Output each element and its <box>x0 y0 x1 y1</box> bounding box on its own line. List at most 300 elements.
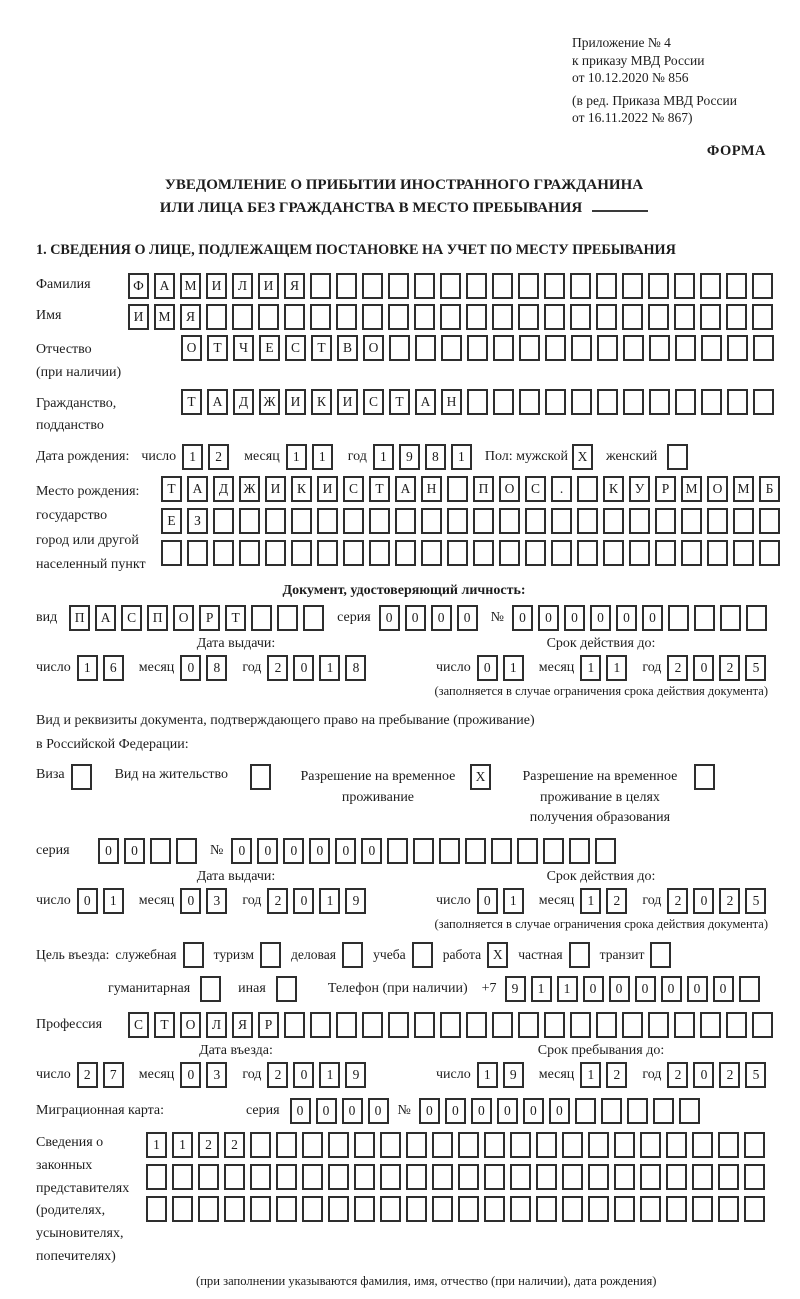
char-cell[interactable] <box>518 304 539 330</box>
char-cell[interactable] <box>440 304 461 330</box>
char-cell[interactable] <box>596 273 617 299</box>
char-cell[interactable] <box>601 1098 622 1124</box>
char-cell[interactable] <box>276 1196 297 1222</box>
char-cell[interactable] <box>492 273 513 299</box>
char-cell[interactable]: А <box>207 389 228 415</box>
char-cell[interactable] <box>447 476 468 502</box>
char-cell[interactable]: 0 <box>693 655 714 681</box>
char-cell[interactable]: 1 <box>319 1062 340 1088</box>
char-cell[interactable]: 0 <box>642 605 663 631</box>
char-cell[interactable]: 0 <box>457 605 478 631</box>
char-cell[interactable]: 0 <box>361 838 382 864</box>
char-cell[interactable]: Р <box>199 605 220 631</box>
char-cell[interactable] <box>551 540 572 566</box>
char-cell[interactable]: Н <box>421 476 442 502</box>
char-cell[interactable] <box>640 1164 661 1190</box>
char-cell[interactable] <box>614 1132 635 1158</box>
char-cell[interactable] <box>752 273 773 299</box>
char-cell[interactable] <box>161 540 182 566</box>
temporary-residence-checkbox[interactable]: X <box>470 764 491 790</box>
char-cell[interactable] <box>525 508 546 534</box>
char-cell[interactable] <box>414 1012 435 1038</box>
char-cell[interactable]: 1 <box>103 888 124 914</box>
char-cell[interactable] <box>467 389 488 415</box>
char-cell[interactable]: 1 <box>319 655 340 681</box>
char-cell[interactable] <box>440 273 461 299</box>
char-cell[interactable]: 1 <box>531 976 552 1002</box>
char-cell[interactable] <box>668 605 689 631</box>
char-cell[interactable] <box>623 389 644 415</box>
char-cell[interactable]: 2 <box>198 1132 219 1158</box>
char-cell[interactable] <box>596 1012 617 1038</box>
char-cell[interactable] <box>473 508 494 534</box>
char-cell[interactable] <box>291 540 312 566</box>
char-cell[interactable] <box>753 335 774 361</box>
char-cell[interactable] <box>545 335 566 361</box>
char-cell[interactable] <box>284 1012 305 1038</box>
char-cell[interactable]: Р <box>258 1012 279 1038</box>
char-cell[interactable] <box>674 1012 695 1038</box>
char-cell[interactable] <box>700 273 721 299</box>
char-cell[interactable]: 0 <box>180 655 201 681</box>
char-cell[interactable] <box>224 1196 245 1222</box>
char-cell[interactable] <box>415 335 436 361</box>
char-cell[interactable] <box>354 1132 375 1158</box>
char-cell[interactable] <box>491 838 512 864</box>
char-cell[interactable] <box>603 508 624 534</box>
char-cell[interactable] <box>484 1196 505 1222</box>
char-cell[interactable] <box>629 508 650 534</box>
char-cell[interactable]: Т <box>369 476 390 502</box>
char-cell[interactable] <box>362 304 383 330</box>
char-cell[interactable]: И <box>258 273 279 299</box>
char-cell[interactable] <box>146 1164 167 1190</box>
char-cell[interactable] <box>727 335 748 361</box>
char-cell[interactable] <box>328 1164 349 1190</box>
char-cell[interactable] <box>700 1012 721 1038</box>
char-cell[interactable]: М <box>180 273 201 299</box>
char-cell[interactable] <box>753 389 774 415</box>
char-cell[interactable] <box>536 1164 557 1190</box>
char-cell[interactable] <box>570 273 591 299</box>
char-cell[interactable]: 0 <box>497 1098 518 1124</box>
char-cell[interactable] <box>726 1012 747 1038</box>
char-cell[interactable] <box>395 508 416 534</box>
char-cell[interactable]: 0 <box>316 1098 337 1124</box>
char-cell[interactable]: 8 <box>345 655 366 681</box>
char-cell[interactable]: 0 <box>379 605 400 631</box>
char-cell[interactable]: Е <box>161 508 182 534</box>
char-cell[interactable] <box>614 1196 635 1222</box>
char-cell[interactable]: 1 <box>312 444 333 470</box>
char-cell[interactable]: 1 <box>172 1132 193 1158</box>
char-cell[interactable]: Р <box>655 476 676 502</box>
char-cell[interactable]: Ф <box>128 273 149 299</box>
char-cell[interactable] <box>388 304 409 330</box>
char-cell[interactable]: 6 <box>103 655 124 681</box>
char-cell[interactable] <box>484 1164 505 1190</box>
char-cell[interactable] <box>536 1132 557 1158</box>
char-cell[interactable] <box>543 838 564 864</box>
purpose-official-checkbox[interactable] <box>183 942 204 968</box>
char-cell[interactable] <box>380 1132 401 1158</box>
char-cell[interactable]: М <box>681 476 702 502</box>
char-cell[interactable] <box>362 1012 383 1038</box>
char-cell[interactable]: А <box>154 273 175 299</box>
char-cell[interactable] <box>380 1196 401 1222</box>
char-cell[interactable] <box>629 540 650 566</box>
char-cell[interactable] <box>413 838 434 864</box>
char-cell[interactable]: 9 <box>399 444 420 470</box>
char-cell[interactable]: Т <box>389 389 410 415</box>
char-cell[interactable] <box>172 1164 193 1190</box>
char-cell[interactable]: 1 <box>477 1062 498 1088</box>
female-checkbox[interactable] <box>667 444 688 470</box>
char-cell[interactable]: А <box>187 476 208 502</box>
char-cell[interactable] <box>388 273 409 299</box>
char-cell[interactable] <box>746 605 767 631</box>
char-cell[interactable]: П <box>473 476 494 502</box>
char-cell[interactable] <box>544 304 565 330</box>
char-cell[interactable]: 2 <box>667 655 688 681</box>
char-cell[interactable] <box>447 508 468 534</box>
char-cell[interactable]: 2 <box>77 1062 98 1088</box>
char-cell[interactable] <box>562 1196 583 1222</box>
char-cell[interactable] <box>336 1012 357 1038</box>
char-cell[interactable] <box>499 540 520 566</box>
char-cell[interactable]: 0 <box>549 1098 570 1124</box>
char-cell[interactable] <box>525 540 546 566</box>
char-cell[interactable] <box>354 1164 375 1190</box>
char-cell[interactable] <box>389 335 410 361</box>
char-cell[interactable]: К <box>603 476 624 502</box>
char-cell[interactable] <box>623 335 644 361</box>
char-cell[interactable]: С <box>285 335 306 361</box>
char-cell[interactable] <box>674 304 695 330</box>
char-cell[interactable] <box>759 540 780 566</box>
char-cell[interactable] <box>395 540 416 566</box>
char-cell[interactable] <box>674 273 695 299</box>
char-cell[interactable]: 1 <box>557 976 578 1002</box>
char-cell[interactable] <box>232 304 253 330</box>
char-cell[interactable] <box>277 605 298 631</box>
char-cell[interactable]: 0 <box>609 976 630 1002</box>
char-cell[interactable] <box>265 508 286 534</box>
char-cell[interactable]: С <box>128 1012 149 1038</box>
char-cell[interactable]: 5 <box>745 1062 766 1088</box>
char-cell[interactable]: 0 <box>290 1098 311 1124</box>
purpose-transit-checkbox[interactable] <box>650 942 671 968</box>
char-cell[interactable] <box>640 1132 661 1158</box>
char-cell[interactable] <box>588 1164 609 1190</box>
char-cell[interactable]: О <box>180 1012 201 1038</box>
purpose-other-checkbox[interactable] <box>276 976 297 1002</box>
char-cell[interactable]: 0 <box>635 976 656 1002</box>
char-cell[interactable]: 1 <box>503 888 524 914</box>
char-cell[interactable] <box>569 838 590 864</box>
char-cell[interactable]: 7 <box>103 1062 124 1088</box>
residence-permit-checkbox[interactable] <box>250 764 271 790</box>
char-cell[interactable]: 0 <box>512 605 533 631</box>
char-cell[interactable]: 2 <box>267 888 288 914</box>
char-cell[interactable]: 8 <box>425 444 446 470</box>
char-cell[interactable]: 2 <box>606 888 627 914</box>
temporary-residence-education-checkbox[interactable] <box>694 764 715 790</box>
char-cell[interactable] <box>493 389 514 415</box>
char-cell[interactable] <box>681 508 702 534</box>
char-cell[interactable] <box>388 1012 409 1038</box>
char-cell[interactable] <box>328 1132 349 1158</box>
char-cell[interactable]: 1 <box>580 888 601 914</box>
char-cell[interactable]: 2 <box>719 888 740 914</box>
char-cell[interactable] <box>666 1196 687 1222</box>
char-cell[interactable] <box>317 508 338 534</box>
char-cell[interactable]: О <box>181 335 202 361</box>
char-cell[interactable]: 0 <box>231 838 252 864</box>
char-cell[interactable] <box>627 1098 648 1124</box>
char-cell[interactable]: 0 <box>419 1098 440 1124</box>
char-cell[interactable] <box>414 304 435 330</box>
char-cell[interactable]: 0 <box>523 1098 544 1124</box>
char-cell[interactable] <box>666 1164 687 1190</box>
char-cell[interactable]: . <box>551 476 572 502</box>
visa-checkbox[interactable] <box>71 764 92 790</box>
char-cell[interactable] <box>414 273 435 299</box>
char-cell[interactable] <box>733 508 754 534</box>
char-cell[interactable]: 0 <box>445 1098 466 1124</box>
char-cell[interactable]: У <box>629 476 650 502</box>
char-cell[interactable] <box>739 976 760 1002</box>
char-cell[interactable] <box>146 1196 167 1222</box>
char-cell[interactable]: 9 <box>505 976 526 1002</box>
char-cell[interactable]: Т <box>154 1012 175 1038</box>
char-cell[interactable] <box>679 1098 700 1124</box>
char-cell[interactable] <box>588 1196 609 1222</box>
char-cell[interactable] <box>570 1012 591 1038</box>
char-cell[interactable] <box>519 389 540 415</box>
char-cell[interactable] <box>447 540 468 566</box>
char-cell[interactable] <box>744 1196 765 1222</box>
char-cell[interactable]: Т <box>311 335 332 361</box>
char-cell[interactable] <box>577 508 598 534</box>
char-cell[interactable]: И <box>265 476 286 502</box>
char-cell[interactable]: 2 <box>606 1062 627 1088</box>
char-cell[interactable]: 1 <box>580 655 601 681</box>
char-cell[interactable]: 0 <box>590 605 611 631</box>
char-cell[interactable]: К <box>291 476 312 502</box>
char-cell[interactable]: М <box>154 304 175 330</box>
char-cell[interactable]: С <box>363 389 384 415</box>
char-cell[interactable]: Т <box>161 476 182 502</box>
char-cell[interactable]: 3 <box>206 888 227 914</box>
char-cell[interactable] <box>302 1164 323 1190</box>
char-cell[interactable] <box>570 304 591 330</box>
char-cell[interactable] <box>198 1164 219 1190</box>
char-cell[interactable]: Т <box>207 335 228 361</box>
char-cell[interactable] <box>499 508 520 534</box>
char-cell[interactable]: 0 <box>368 1098 389 1124</box>
char-cell[interactable]: 2 <box>208 444 229 470</box>
char-cell[interactable]: 0 <box>713 976 734 1002</box>
char-cell[interactable]: 2 <box>267 1062 288 1088</box>
char-cell[interactable] <box>276 1132 297 1158</box>
char-cell[interactable]: 1 <box>77 655 98 681</box>
char-cell[interactable] <box>681 540 702 566</box>
char-cell[interactable] <box>458 1132 479 1158</box>
char-cell[interactable] <box>458 1164 479 1190</box>
char-cell[interactable]: Ч <box>233 335 254 361</box>
char-cell[interactable] <box>484 1132 505 1158</box>
purpose-humanitarian-checkbox[interactable] <box>200 976 221 1002</box>
char-cell[interactable]: 0 <box>335 838 356 864</box>
char-cell[interactable] <box>432 1196 453 1222</box>
char-cell[interactable] <box>588 1132 609 1158</box>
char-cell[interactable]: Т <box>225 605 246 631</box>
char-cell[interactable]: С <box>121 605 142 631</box>
char-cell[interactable] <box>694 605 715 631</box>
char-cell[interactable] <box>387 838 408 864</box>
char-cell[interactable]: 0 <box>687 976 708 1002</box>
male-checkbox[interactable]: X <box>572 444 593 470</box>
char-cell[interactable] <box>545 389 566 415</box>
char-cell[interactable] <box>707 508 728 534</box>
char-cell[interactable] <box>510 1132 531 1158</box>
char-cell[interactable]: 0 <box>77 888 98 914</box>
char-cell[interactable]: 2 <box>267 655 288 681</box>
char-cell[interactable] <box>733 540 754 566</box>
char-cell[interactable] <box>597 335 618 361</box>
char-cell[interactable]: И <box>285 389 306 415</box>
char-cell[interactable] <box>614 1164 635 1190</box>
char-cell[interactable]: 2 <box>224 1132 245 1158</box>
char-cell[interactable] <box>362 273 383 299</box>
char-cell[interactable] <box>536 1196 557 1222</box>
char-cell[interactable]: Ж <box>259 389 280 415</box>
char-cell[interactable]: 2 <box>719 1062 740 1088</box>
purpose-work-checkbox[interactable]: X <box>487 942 508 968</box>
char-cell[interactable]: Я <box>284 273 305 299</box>
char-cell[interactable]: О <box>363 335 384 361</box>
char-cell[interactable]: 3 <box>206 1062 227 1088</box>
char-cell[interactable]: 0 <box>257 838 278 864</box>
char-cell[interactable]: 5 <box>745 888 766 914</box>
char-cell[interactable] <box>675 389 696 415</box>
char-cell[interactable]: Т <box>181 389 202 415</box>
char-cell[interactable]: 0 <box>309 838 330 864</box>
char-cell[interactable] <box>720 605 741 631</box>
char-cell[interactable] <box>700 304 721 330</box>
char-cell[interactable] <box>369 540 390 566</box>
char-cell[interactable]: 8 <box>206 655 227 681</box>
char-cell[interactable]: 1 <box>182 444 203 470</box>
char-cell[interactable]: 0 <box>471 1098 492 1124</box>
purpose-private-checkbox[interactable] <box>569 942 590 968</box>
char-cell[interactable] <box>519 335 540 361</box>
char-cell[interactable]: 2 <box>719 655 740 681</box>
char-cell[interactable]: 0 <box>538 605 559 631</box>
char-cell[interactable] <box>649 335 670 361</box>
char-cell[interactable]: 0 <box>477 888 498 914</box>
char-cell[interactable] <box>187 540 208 566</box>
char-cell[interactable] <box>239 540 260 566</box>
char-cell[interactable] <box>718 1196 739 1222</box>
char-cell[interactable] <box>466 273 487 299</box>
char-cell[interactable]: 1 <box>606 655 627 681</box>
char-cell[interactable]: О <box>499 476 520 502</box>
char-cell[interactable] <box>172 1196 193 1222</box>
char-cell[interactable]: 0 <box>661 976 682 1002</box>
char-cell[interactable]: 0 <box>693 888 714 914</box>
char-cell[interactable] <box>648 304 669 330</box>
char-cell[interactable] <box>727 389 748 415</box>
char-cell[interactable] <box>692 1164 713 1190</box>
char-cell[interactable] <box>439 838 460 864</box>
char-cell[interactable] <box>675 335 696 361</box>
char-cell[interactable] <box>380 1164 401 1190</box>
char-cell[interactable]: 1 <box>373 444 394 470</box>
char-cell[interactable] <box>206 304 227 330</box>
char-cell[interactable] <box>284 304 305 330</box>
char-cell[interactable] <box>718 1164 739 1190</box>
char-cell[interactable] <box>752 1012 773 1038</box>
char-cell[interactable] <box>421 540 442 566</box>
char-cell[interactable] <box>406 1132 427 1158</box>
char-cell[interactable] <box>317 540 338 566</box>
char-cell[interactable] <box>666 1132 687 1158</box>
char-cell[interactable] <box>492 304 513 330</box>
char-cell[interactable] <box>596 304 617 330</box>
char-cell[interactable] <box>458 1196 479 1222</box>
char-cell[interactable] <box>510 1164 531 1190</box>
char-cell[interactable] <box>544 1012 565 1038</box>
char-cell[interactable] <box>239 508 260 534</box>
char-cell[interactable]: 0 <box>180 888 201 914</box>
char-cell[interactable] <box>466 304 487 330</box>
char-cell[interactable]: 0 <box>431 605 452 631</box>
char-cell[interactable]: О <box>707 476 728 502</box>
char-cell[interactable]: 0 <box>283 838 304 864</box>
char-cell[interactable]: С <box>525 476 546 502</box>
char-cell[interactable] <box>310 304 331 330</box>
char-cell[interactable] <box>492 1012 513 1038</box>
char-cell[interactable]: К <box>311 389 332 415</box>
char-cell[interactable]: Я <box>180 304 201 330</box>
char-cell[interactable]: 1 <box>451 444 472 470</box>
char-cell[interactable]: М <box>733 476 754 502</box>
char-cell[interactable] <box>265 540 286 566</box>
char-cell[interactable] <box>432 1132 453 1158</box>
char-cell[interactable] <box>653 1098 674 1124</box>
char-cell[interactable]: А <box>415 389 436 415</box>
char-cell[interactable] <box>302 1196 323 1222</box>
char-cell[interactable] <box>759 508 780 534</box>
char-cell[interactable] <box>597 389 618 415</box>
char-cell[interactable]: 9 <box>345 888 366 914</box>
char-cell[interactable]: И <box>337 389 358 415</box>
char-cell[interactable]: П <box>69 605 90 631</box>
char-cell[interactable] <box>571 389 592 415</box>
char-cell[interactable]: И <box>206 273 227 299</box>
char-cell[interactable]: 1 <box>146 1132 167 1158</box>
char-cell[interactable] <box>467 335 488 361</box>
char-cell[interactable] <box>726 304 747 330</box>
char-cell[interactable] <box>250 1132 271 1158</box>
char-cell[interactable] <box>517 838 538 864</box>
char-cell[interactable] <box>250 1196 271 1222</box>
char-cell[interactable] <box>622 273 643 299</box>
char-cell[interactable] <box>701 389 722 415</box>
char-cell[interactable] <box>648 273 669 299</box>
